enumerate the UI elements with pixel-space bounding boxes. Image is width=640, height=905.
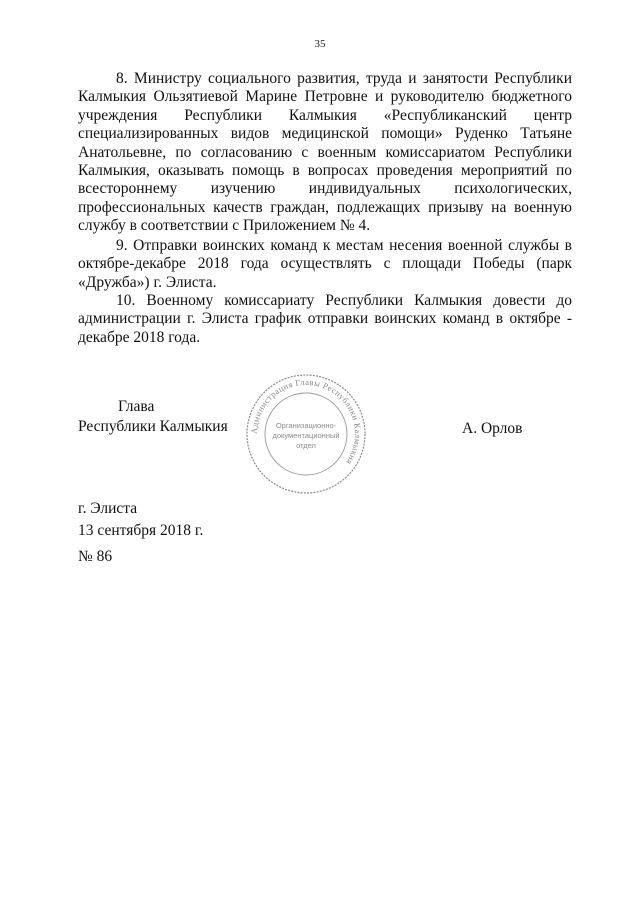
- stamp-ring-text: Администрация Главы Республики Калмыкия: [248, 376, 364, 467]
- stamp-center-line-1: Организационно-: [275, 421, 337, 430]
- paragraph-9: [78, 237, 572, 292]
- official-stamp: [244, 372, 368, 496]
- page-number: 35: [314, 38, 326, 50]
- paragraph-8: [78, 70, 572, 236]
- paragraph-10-text: 10. Военному комиссариату Республики Калмыкия довести до администрации г. Элиста график отправки воинских команд в октябре - декабре 2018 года.: [78, 292, 572, 346]
- paragraph-9-text: 9. Отправки воинских команд к местам несения военной службы в октябре-декабре 2018 года осуществлять с площади Победы (парк «Дружба») г. Элиста.: [78, 237, 572, 291]
- stamp-center-line-3: отдел: [296, 441, 316, 450]
- issue-date: 13 сентября 2018 г.: [78, 522, 204, 539]
- signatory-name: А. Орлов: [462, 420, 523, 437]
- issue-city: г. Элиста: [78, 500, 138, 517]
- paragraph-10: [78, 292, 572, 347]
- signatory-title-line-2: Республики Калмыкия: [78, 418, 228, 435]
- paragraph-8-text: 8. Министру социального развития, труда и занятости Республики Калмыкия Ользятиевой Марине Петровне и руководителю бюджетного учреждения Республики Калмыкия «Республиканский центр специализированных видов медицинской помощи» Руденко Татьяне Анатольевне, по согласованию с военным комиссариатом Республики Калмыкия, оказывать помощь в вопросах проведения мероприятий по всестороннему изучению индивидуальных психологических, профессиональных качеств граждан, подлежащих призыву на военную службу в соответствии с Приложением № 4.: [78, 70, 572, 235]
- stamp-center-line-2: документационный: [272, 431, 340, 440]
- signatory-title-line-1: Глава: [118, 398, 155, 415]
- document-number: № 86: [78, 548, 113, 565]
